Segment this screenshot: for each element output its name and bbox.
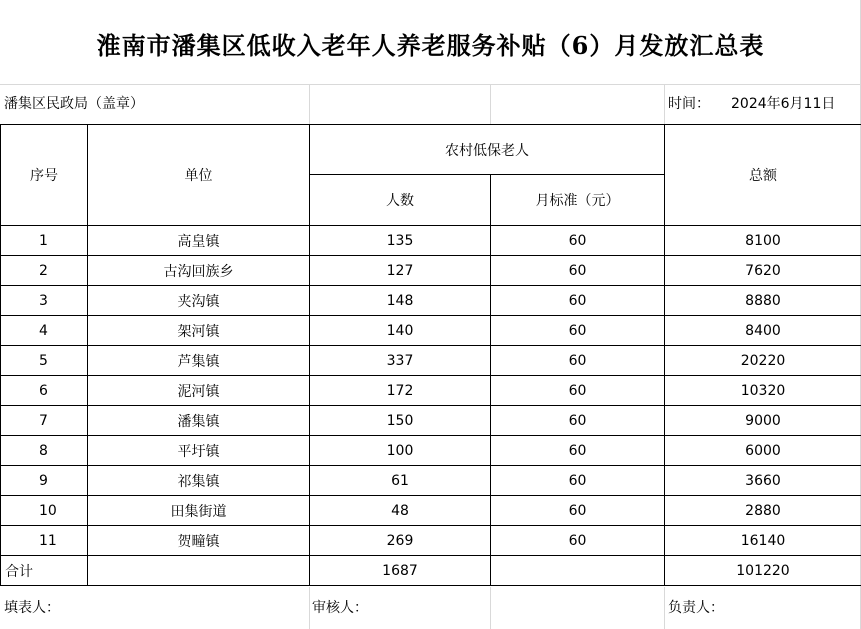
- cell-total: 8100: [665, 226, 861, 256]
- header-seq: 序号: [1, 125, 88, 226]
- cell-people: 172: [310, 376, 491, 406]
- cell-standard: 60: [491, 316, 665, 346]
- issuer-label: 潘集区民政局（盖章）: [4, 96, 144, 112]
- table-row: [1, 226, 861, 256]
- cell-unit: 贺疃镇: [88, 526, 310, 556]
- footer-responsible: 负责人：: [668, 600, 724, 616]
- cell-seq: 3: [1, 286, 88, 316]
- gridline: [490, 84, 491, 124]
- date-value: 2024年6月11日: [731, 96, 836, 112]
- cell-people: 150: [310, 406, 491, 436]
- table-row: [1, 286, 861, 316]
- cell-standard: 60: [491, 406, 665, 436]
- cell-total: 16140: [665, 526, 861, 556]
- date-label: 时间：: [668, 96, 710, 112]
- cell-seq: 6: [1, 376, 88, 406]
- table-row: [1, 526, 861, 556]
- cell-standard: 60: [491, 526, 665, 556]
- cell-total: 3660: [665, 466, 861, 496]
- table-row: [1, 256, 861, 286]
- cell-standard: 60: [491, 436, 665, 466]
- cell-unit: 古沟回族乡: [88, 256, 310, 286]
- cell-standard: 60: [491, 286, 665, 316]
- cell-people: 100: [310, 436, 491, 466]
- cell-unit: 架河镇: [88, 316, 310, 346]
- header-standard: 月标准（元）: [491, 175, 665, 226]
- cell-people: 140: [310, 316, 491, 346]
- cell-standard: 60: [491, 226, 665, 256]
- table-row: [1, 376, 861, 406]
- header-unit: 单位: [88, 125, 310, 226]
- total-unit-empty: [88, 556, 310, 586]
- cell-unit: 芦集镇: [88, 346, 310, 376]
- cell-seq: 11: [1, 526, 88, 556]
- cell-total: 6000: [665, 436, 861, 466]
- cell-standard: 60: [491, 496, 665, 526]
- cell-people: 61: [310, 466, 491, 496]
- cell-people: 337: [310, 346, 491, 376]
- header-group: 农村低保老人: [310, 125, 665, 175]
- cell-people: 48: [310, 496, 491, 526]
- cell-unit: 夹沟镇: [88, 286, 310, 316]
- gridline: [309, 84, 310, 124]
- header-people: 人数: [310, 175, 491, 226]
- cell-standard: 60: [491, 376, 665, 406]
- total-people: 1687: [310, 556, 491, 586]
- cell-seq: 9: [1, 466, 88, 496]
- cell-seq: 4: [1, 316, 88, 346]
- gridline: [309, 587, 310, 629]
- cell-people: 135: [310, 226, 491, 256]
- footer-reviewer: 审核人：: [312, 600, 368, 616]
- table-row: [1, 496, 861, 526]
- table-header-row: [1, 125, 861, 175]
- table-row: [1, 316, 861, 346]
- cell-unit: 祁集镇: [88, 466, 310, 496]
- cell-unit: 田集街道: [88, 496, 310, 526]
- cell-seq: 5: [1, 346, 88, 376]
- cell-total: 10320: [665, 376, 861, 406]
- table-row: [1, 346, 861, 376]
- cell-standard: 60: [491, 346, 665, 376]
- table-row: [1, 406, 861, 436]
- table-row: [1, 466, 861, 496]
- table-row: [1, 436, 861, 466]
- cell-standard: 60: [491, 466, 665, 496]
- total-amount: 101220: [665, 556, 861, 586]
- cell-unit: 潘集镇: [88, 406, 310, 436]
- table-total-row: [1, 556, 861, 586]
- total-label: 合计: [1, 556, 88, 586]
- cell-total: 8400: [665, 316, 861, 346]
- cell-people: 269: [310, 526, 491, 556]
- cell-seq: 1: [1, 226, 88, 256]
- cell-people: 148: [310, 286, 491, 316]
- cell-seq: 7: [1, 406, 88, 436]
- gridline: [490, 587, 491, 629]
- cell-total: 2880: [665, 496, 861, 526]
- cell-total: 20220: [665, 346, 861, 376]
- cell-total: 9000: [665, 406, 861, 436]
- cell-seq: 2: [1, 256, 88, 286]
- total-standard-empty: [491, 556, 665, 586]
- gridline: [664, 84, 665, 124]
- cell-total: 7620: [665, 256, 861, 286]
- cell-unit: 高皇镇: [88, 226, 310, 256]
- cell-total: 8880: [665, 286, 861, 316]
- cell-seq: 8: [1, 436, 88, 466]
- cell-people: 127: [310, 256, 491, 286]
- header-total: 总额: [665, 125, 861, 226]
- cell-seq: 10: [1, 496, 88, 526]
- cell-unit: 平圩镇: [88, 436, 310, 466]
- cell-unit: 泥河镇: [88, 376, 310, 406]
- cell-standard: 60: [491, 256, 665, 286]
- gridline: [664, 587, 665, 629]
- page-title: 淮南市潘集区低收入老年人养老服务补贴（6）月发放汇总表: [96, 30, 765, 60]
- footer-filler: 填表人：: [4, 600, 60, 616]
- subsidy-table: [0, 124, 861, 586]
